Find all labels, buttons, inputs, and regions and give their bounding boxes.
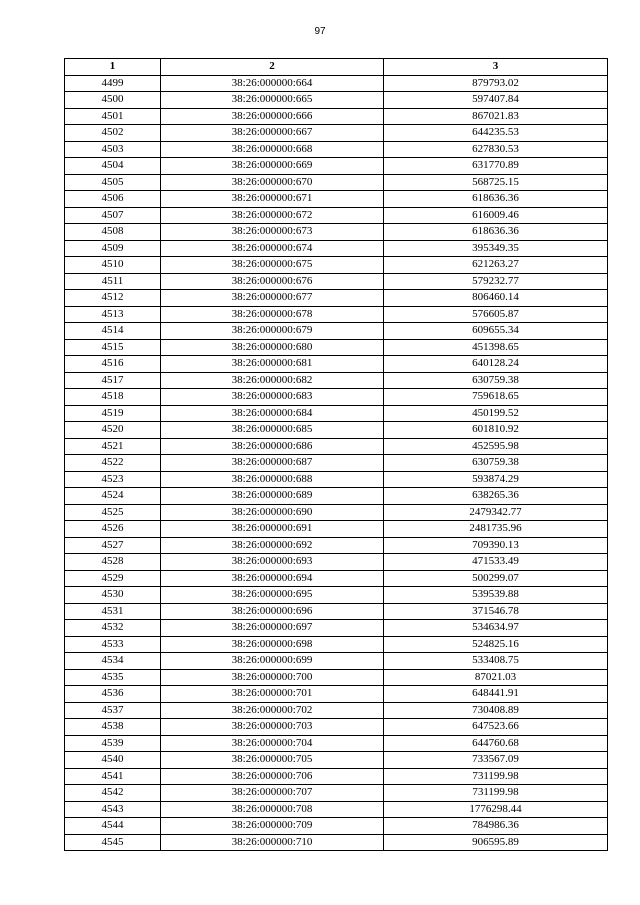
row-number-cell: 4503 — [65, 141, 161, 158]
table-row — [65, 290, 608, 307]
cadastral-number-cell: 38:26:000000:693 — [161, 554, 384, 571]
row-number-cell: 4521 — [65, 438, 161, 455]
table-header — [65, 59, 608, 76]
row-number-cell: 4531 — [65, 603, 161, 620]
table-row — [65, 735, 608, 752]
cadastral-number-cell: 38:26:000000:687 — [161, 455, 384, 472]
cadastral-number-cell: 38:26:000000:690 — [161, 504, 384, 521]
cadastral-number-cell: 38:26:000000:666 — [161, 108, 384, 125]
table-row — [65, 372, 608, 389]
table-row — [65, 191, 608, 208]
cadastral-number-cell: 38:26:000000:678 — [161, 306, 384, 323]
row-number-cell: 4541 — [65, 768, 161, 785]
row-number-cell: 4502 — [65, 125, 161, 142]
row-number-cell: 4530 — [65, 587, 161, 604]
cadastral-number-cell: 38:26:000000:671 — [161, 191, 384, 208]
table-row — [65, 92, 608, 109]
value-cell: 621263.27 — [384, 257, 608, 274]
table-row — [65, 306, 608, 323]
table-row — [65, 620, 608, 637]
row-number-cell: 4516 — [65, 356, 161, 373]
table-row — [65, 224, 608, 241]
value-cell: 644235.53 — [384, 125, 608, 142]
value-cell: 644760.68 — [384, 735, 608, 752]
table-row — [65, 438, 608, 455]
cadastral-number-cell: 38:26:000000:677 — [161, 290, 384, 307]
table-row — [65, 108, 608, 125]
value-cell: 601810.92 — [384, 422, 608, 439]
row-number-cell: 4508 — [65, 224, 161, 241]
value-cell: 395349.35 — [384, 240, 608, 257]
table-row — [65, 125, 608, 142]
row-number-cell: 4537 — [65, 702, 161, 719]
cadastral-number-cell: 38:26:000000:703 — [161, 719, 384, 736]
row-number-cell: 4545 — [65, 834, 161, 851]
table-row — [65, 207, 608, 224]
row-number-cell: 4533 — [65, 636, 161, 653]
row-number-cell: 4509 — [65, 240, 161, 257]
value-cell: 609655.34 — [384, 323, 608, 340]
cadastral-number-cell: 38:26:000000:682 — [161, 372, 384, 389]
row-number-cell: 4511 — [65, 273, 161, 290]
value-cell: 451398.65 — [384, 339, 608, 356]
value-cell: 731199.98 — [384, 785, 608, 802]
value-cell: 640128.24 — [384, 356, 608, 373]
row-number-cell: 4520 — [65, 422, 161, 439]
value-cell: 879793.02 — [384, 75, 608, 92]
row-number-cell: 4526 — [65, 521, 161, 538]
value-cell: 524825.16 — [384, 636, 608, 653]
cadastral-number-cell: 38:26:000000:681 — [161, 356, 384, 373]
row-number-cell: 4506 — [65, 191, 161, 208]
row-number-cell: 4523 — [65, 471, 161, 488]
table-row — [65, 257, 608, 274]
value-cell: 452595.98 — [384, 438, 608, 455]
table-body — [65, 75, 608, 851]
table-row — [65, 521, 608, 538]
value-cell: 806460.14 — [384, 290, 608, 307]
row-number-cell: 4500 — [65, 92, 161, 109]
row-number-cell: 4524 — [65, 488, 161, 505]
cadastral-number-cell: 38:26:000000:672 — [161, 207, 384, 224]
cadastral-number-cell: 38:26:000000:685 — [161, 422, 384, 439]
value-cell: 593874.29 — [384, 471, 608, 488]
table-row — [65, 240, 608, 257]
cadastral-number-cell: 38:26:000000:674 — [161, 240, 384, 257]
value-cell: 759618.65 — [384, 389, 608, 406]
cadastral-number-cell: 38:26:000000:664 — [161, 75, 384, 92]
data-table — [64, 58, 608, 851]
table-row — [65, 273, 608, 290]
row-number-cell: 4543 — [65, 801, 161, 818]
row-number-cell: 4517 — [65, 372, 161, 389]
cadastral-number-cell: 38:26:000000:701 — [161, 686, 384, 703]
table-row — [65, 801, 608, 818]
value-cell: 733567.09 — [384, 752, 608, 769]
cadastral-number-cell: 38:26:000000:698 — [161, 636, 384, 653]
cadastral-number-cell: 38:26:000000:695 — [161, 587, 384, 604]
value-cell: 471533.49 — [384, 554, 608, 571]
row-number-cell: 4507 — [65, 207, 161, 224]
cadastral-number-cell: 38:26:000000:691 — [161, 521, 384, 538]
cadastral-number-cell: 38:26:000000:675 — [161, 257, 384, 274]
value-cell: 568725.15 — [384, 174, 608, 191]
row-number-cell: 4529 — [65, 570, 161, 587]
table-row — [65, 422, 608, 439]
value-cell: 597407.84 — [384, 92, 608, 109]
cadastral-number-cell: 38:26:000000:710 — [161, 834, 384, 851]
value-cell: 906595.89 — [384, 834, 608, 851]
value-cell: 539539.88 — [384, 587, 608, 604]
row-number-cell: 4515 — [65, 339, 161, 356]
cadastral-number-cell: 38:26:000000:688 — [161, 471, 384, 488]
table-row — [65, 785, 608, 802]
cadastral-number-cell: 38:26:000000:692 — [161, 537, 384, 554]
row-number-cell: 4501 — [65, 108, 161, 125]
value-cell: 627830.53 — [384, 141, 608, 158]
row-number-cell: 4527 — [65, 537, 161, 554]
table-row — [65, 174, 608, 191]
cadastral-number-cell: 38:26:000000:679 — [161, 323, 384, 340]
table-row — [65, 719, 608, 736]
row-number-cell: 4544 — [65, 818, 161, 835]
value-cell: 647523.66 — [384, 719, 608, 736]
table-row — [65, 603, 608, 620]
cadastral-number-cell: 38:26:000000:676 — [161, 273, 384, 290]
table-row — [65, 653, 608, 670]
cadastral-number-cell: 38:26:000000:694 — [161, 570, 384, 587]
row-number-cell: 4535 — [65, 669, 161, 686]
row-number-cell: 4510 — [65, 257, 161, 274]
value-cell: 576605.87 — [384, 306, 608, 323]
value-cell: 784986.36 — [384, 818, 608, 835]
value-cell: 533408.75 — [384, 653, 608, 670]
row-number-cell: 4538 — [65, 719, 161, 736]
header-row — [65, 59, 608, 76]
row-number-cell: 4532 — [65, 620, 161, 637]
row-number-cell: 4536 — [65, 686, 161, 703]
table-row — [65, 356, 608, 373]
table-row — [65, 669, 608, 686]
value-cell: 87021.03 — [384, 669, 608, 686]
value-cell: 618636.36 — [384, 224, 608, 241]
value-cell: 709390.13 — [384, 537, 608, 554]
value-cell: 371546.78 — [384, 603, 608, 620]
value-cell: 630759.38 — [384, 372, 608, 389]
cadastral-number-cell: 38:26:000000:667 — [161, 125, 384, 142]
value-cell: 631770.89 — [384, 158, 608, 175]
table-row — [65, 488, 608, 505]
value-cell: 534634.97 — [384, 620, 608, 637]
table-row — [65, 686, 608, 703]
cadastral-number-cell: 38:26:000000:689 — [161, 488, 384, 505]
cadastral-number-cell: 38:26:000000:700 — [161, 669, 384, 686]
cadastral-number-cell: 38:26:000000:699 — [161, 653, 384, 670]
table-row — [65, 504, 608, 521]
row-number-cell: 4542 — [65, 785, 161, 802]
row-number-cell: 4504 — [65, 158, 161, 175]
cadastral-number-cell: 38:26:000000:708 — [161, 801, 384, 818]
row-number-cell: 4519 — [65, 405, 161, 422]
value-cell: 450199.52 — [384, 405, 608, 422]
row-number-cell: 4512 — [65, 290, 161, 307]
table-row — [65, 158, 608, 175]
table-row — [65, 537, 608, 554]
table-row — [65, 636, 608, 653]
row-number-cell: 4518 — [65, 389, 161, 406]
value-cell: 630759.38 — [384, 455, 608, 472]
row-number-cell: 4540 — [65, 752, 161, 769]
cadastral-number-cell: 38:26:000000:704 — [161, 735, 384, 752]
table-row — [65, 818, 608, 835]
value-cell: 2479342.77 — [384, 504, 608, 521]
table-row — [65, 834, 608, 851]
table-row — [65, 323, 608, 340]
row-number-cell: 4505 — [65, 174, 161, 191]
table-row — [65, 570, 608, 587]
value-cell: 618636.36 — [384, 191, 608, 208]
table-row — [65, 75, 608, 92]
table-row — [65, 752, 608, 769]
cadastral-number-cell: 38:26:000000:683 — [161, 389, 384, 406]
row-number-cell: 4499 — [65, 75, 161, 92]
cadastral-number-cell: 38:26:000000:697 — [161, 620, 384, 637]
table-row — [65, 141, 608, 158]
table-row — [65, 554, 608, 571]
cadastral-number-cell: 38:26:000000:686 — [161, 438, 384, 455]
row-number-cell: 4513 — [65, 306, 161, 323]
row-number-cell: 4525 — [65, 504, 161, 521]
cadastral-number-cell: 38:26:000000:669 — [161, 158, 384, 175]
value-cell: 730408.89 — [384, 702, 608, 719]
cadastral-number-cell: 38:26:000000:680 — [161, 339, 384, 356]
table-row — [65, 471, 608, 488]
cadastral-number-cell: 38:26:000000:706 — [161, 768, 384, 785]
value-cell: 638265.36 — [384, 488, 608, 505]
cadastral-number-cell: 38:26:000000:707 — [161, 785, 384, 802]
table-row — [65, 768, 608, 785]
row-number-cell: 4539 — [65, 735, 161, 752]
cadastral-number-cell: 38:26:000000:702 — [161, 702, 384, 719]
header-col-2: 2 — [161, 59, 384, 76]
header-col-1: 1 — [65, 59, 161, 76]
table-row — [65, 405, 608, 422]
page-number: 97 — [314, 26, 326, 37]
table-row — [65, 389, 608, 406]
value-cell: 731199.98 — [384, 768, 608, 785]
cadastral-number-cell: 38:26:000000:684 — [161, 405, 384, 422]
cadastral-number-cell: 38:26:000000:709 — [161, 818, 384, 835]
value-cell: 648441.91 — [384, 686, 608, 703]
row-number-cell: 4534 — [65, 653, 161, 670]
table-row — [65, 339, 608, 356]
value-cell: 1776298.44 — [384, 801, 608, 818]
table-row — [65, 455, 608, 472]
cadastral-number-cell: 38:26:000000:665 — [161, 92, 384, 109]
value-cell: 579232.77 — [384, 273, 608, 290]
row-number-cell: 4522 — [65, 455, 161, 472]
header-col-3: 3 — [384, 59, 608, 76]
cadastral-number-cell: 38:26:000000:696 — [161, 603, 384, 620]
row-number-cell: 4528 — [65, 554, 161, 571]
table-row — [65, 587, 608, 604]
value-cell: 867021.83 — [384, 108, 608, 125]
cadastral-number-cell: 38:26:000000:668 — [161, 141, 384, 158]
cadastral-number-cell: 38:26:000000:670 — [161, 174, 384, 191]
row-number-cell: 4514 — [65, 323, 161, 340]
cadastral-number-cell: 38:26:000000:673 — [161, 224, 384, 241]
cadastral-number-cell: 38:26:000000:705 — [161, 752, 384, 769]
value-cell: 616009.46 — [384, 207, 608, 224]
value-cell: 2481735.96 — [384, 521, 608, 538]
value-cell: 500299.07 — [384, 570, 608, 587]
table-row — [65, 702, 608, 719]
